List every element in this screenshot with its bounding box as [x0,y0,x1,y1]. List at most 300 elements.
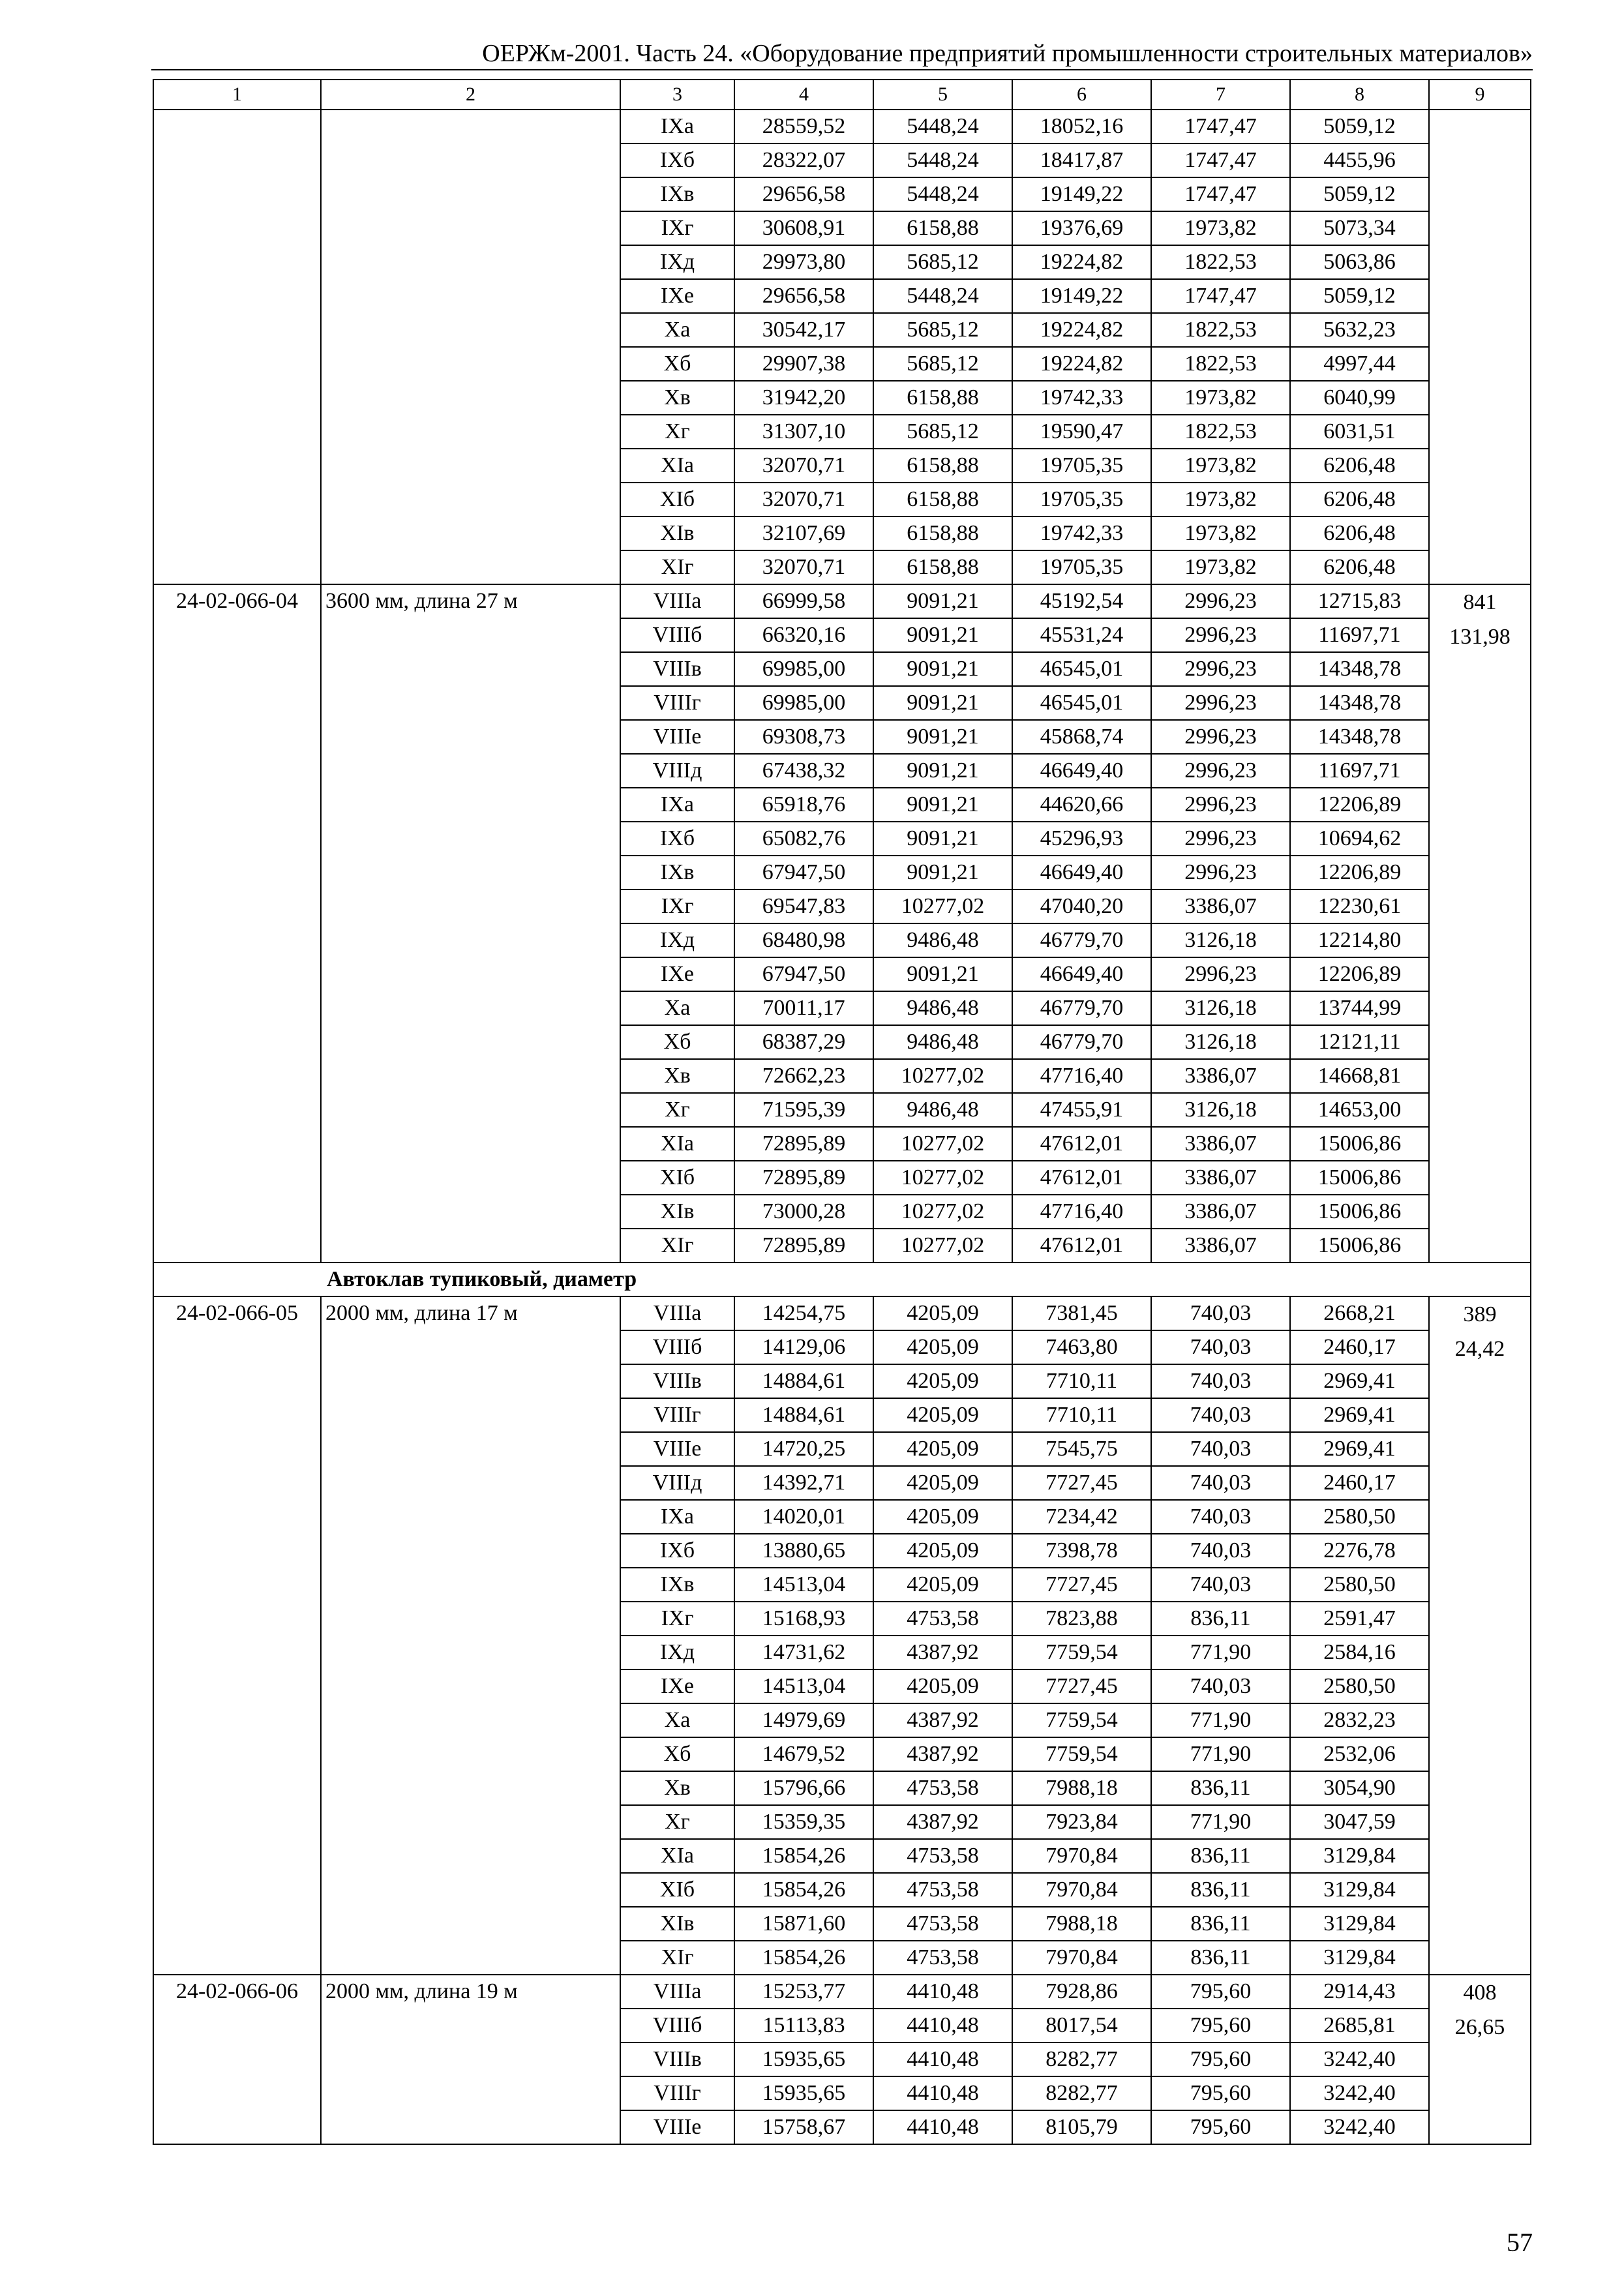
column-number: 9 [1429,80,1531,110]
value-cell: 8282,77 [1012,2076,1151,2110]
value-cell: 66999,58 [734,584,873,618]
value-cell: 7727,45 [1012,1466,1151,1500]
value-cell: 46545,01 [1012,686,1151,720]
value-cell: 28559,52 [734,110,873,143]
value-cell: 7727,45 [1012,1669,1151,1703]
value-cell: 1822,53 [1151,245,1290,279]
value-cell: 6206,48 [1290,449,1429,483]
value-cell: 3242,40 [1290,2076,1429,2110]
value-cell: 836,11 [1151,1771,1290,1805]
value-cell: 14679,52 [734,1737,873,1771]
value-cell: 4410,48 [873,2110,1012,2144]
value-cell: 66320,16 [734,618,873,652]
labor-cost-value: 389 [1463,1302,1497,1326]
value-cell: 19224,82 [1012,313,1151,347]
value-cell: 14653,00 [1290,1093,1429,1127]
value-cell: 1747,47 [1151,279,1290,313]
value-cell: 3129,84 [1290,1941,1429,1975]
value-cell: 14020,01 [734,1500,873,1534]
value-cell: 19742,33 [1012,516,1151,550]
value-cell: 11697,71 [1290,618,1429,652]
zone-cell: IXв [620,1568,734,1602]
zone-cell: XIа [620,449,734,483]
value-cell: 14348,78 [1290,720,1429,754]
value-cell: 2460,17 [1290,1466,1429,1500]
value-cell: 3386,07 [1151,1195,1290,1229]
value-cell: 10277,02 [873,1059,1012,1093]
section-title: Автоклав тупиковый, диаметр [153,1263,1531,1296]
value-cell: 9091,21 [873,618,1012,652]
value-cell: 3242,40 [1290,2042,1429,2076]
value-cell: 2584,16 [1290,1636,1429,1669]
zone-cell: IXд [620,923,734,957]
value-cell: 2580,50 [1290,1568,1429,1602]
value-cell: 2914,43 [1290,1975,1429,2009]
item-name: 3600 мм, длина 27 м [321,584,620,1263]
zone-cell: IXг [620,211,734,245]
value-cell: 15796,66 [734,1771,873,1805]
value-cell: 29907,38 [734,347,873,381]
value-cell: 7710,11 [1012,1364,1151,1398]
value-cell: 69985,00 [734,652,873,686]
value-cell: 4205,09 [873,1568,1012,1602]
zone-cell: XIв [620,1907,734,1941]
value-cell: 4205,09 [873,1534,1012,1568]
value-cell: 15935,65 [734,2076,873,2110]
value-cell: 6158,88 [873,483,1012,516]
value-cell: 15935,65 [734,2042,873,2076]
zone-cell: XIа [620,1839,734,1873]
value-cell: 2532,06 [1290,1737,1429,1771]
zone-cell: IXв [620,856,734,890]
value-cell: 2276,78 [1290,1534,1429,1568]
value-cell: 5448,24 [873,110,1012,143]
value-cell: 72662,23 [734,1059,873,1093]
column-number: 2 [321,80,620,110]
value-cell: 32070,71 [734,449,873,483]
value-cell: 9486,48 [873,1093,1012,1127]
value-cell: 3126,18 [1151,1093,1290,1127]
zone-cell: XIа [620,1127,734,1161]
zone-cell: Xг [620,415,734,449]
value-cell: 4387,92 [873,1703,1012,1737]
value-cell: 1973,82 [1151,550,1290,584]
value-cell: 5059,12 [1290,279,1429,313]
table-row [153,1975,1531,2009]
value-cell: 2996,23 [1151,686,1290,720]
value-cell: 30608,91 [734,211,873,245]
value-cell: 12214,80 [1290,923,1429,957]
value-cell: 7970,84 [1012,1941,1151,1975]
zone-cell: IXб [620,822,734,856]
value-cell: 67438,32 [734,754,873,788]
value-cell: 47612,01 [1012,1127,1151,1161]
zone-cell: Xа [620,991,734,1025]
value-cell: 31942,20 [734,381,873,415]
zone-cell: XIб [620,1161,734,1195]
value-cell: 7970,84 [1012,1839,1151,1873]
value-cell: 47716,40 [1012,1195,1151,1229]
zone-cell: VIIIв [620,2042,734,2076]
value-cell: 18052,16 [1012,110,1151,143]
value-cell: 795,60 [1151,2009,1290,2042]
value-cell: 15758,67 [734,2110,873,2144]
value-cell: 3054,90 [1290,1771,1429,1805]
value-cell: 46779,70 [1012,923,1151,957]
page-header-title: ОЕРЖм-2001. Часть 24. «Оборудование предприятий промышленности строительных материалов» [482,40,1533,67]
value-cell: 13744,99 [1290,991,1429,1025]
table-row [153,110,1531,143]
value-cell: 1747,47 [1151,110,1290,143]
value-cell: 9486,48 [873,1025,1012,1059]
value-cell: 15006,86 [1290,1161,1429,1195]
value-cell: 4410,48 [873,1975,1012,2009]
value-cell: 46779,70 [1012,1025,1151,1059]
labor-cost-value: 131,98 [1449,625,1511,649]
value-cell: 9091,21 [873,720,1012,754]
value-cell: 9486,48 [873,923,1012,957]
value-cell: 19149,22 [1012,177,1151,211]
value-cell: 2832,23 [1290,1703,1429,1737]
value-cell: 18417,87 [1012,143,1151,177]
value-cell: 46545,01 [1012,652,1151,686]
value-cell: 1822,53 [1151,347,1290,381]
value-cell: 3386,07 [1151,1229,1290,1263]
zone-cell: IXа [620,788,734,822]
value-cell: 15006,86 [1290,1229,1429,1263]
value-cell: 3129,84 [1290,1907,1429,1941]
zone-cell: Xб [620,347,734,381]
value-cell: 2580,50 [1290,1669,1429,1703]
value-cell: 1973,82 [1151,516,1290,550]
value-cell: 14731,62 [734,1636,873,1669]
value-cell: 19590,47 [1012,415,1151,449]
value-cell: 2969,41 [1290,1432,1429,1466]
value-cell: 6040,99 [1290,381,1429,415]
value-cell: 9091,21 [873,788,1012,822]
value-cell: 4205,09 [873,1296,1012,1330]
value-cell: 71595,39 [734,1093,873,1127]
zone-cell: VIIIе [620,720,734,754]
value-cell: 68480,98 [734,923,873,957]
value-cell: 28322,07 [734,143,873,177]
value-cell: 1747,47 [1151,177,1290,211]
value-cell: 740,03 [1151,1669,1290,1703]
value-cell: 3386,07 [1151,1127,1290,1161]
value-cell: 15168,93 [734,1602,873,1636]
zone-cell: VIIIг [620,1398,734,1432]
value-cell: 19705,35 [1012,483,1151,516]
value-cell: 7398,78 [1012,1534,1151,1568]
value-cell: 7823,88 [1012,1602,1151,1636]
value-cell: 45868,74 [1012,720,1151,754]
value-cell: 836,11 [1151,1907,1290,1941]
value-cell: 19149,22 [1012,279,1151,313]
value-cell: 12206,89 [1290,788,1429,822]
value-cell: 47612,01 [1012,1161,1151,1195]
table-row [153,584,1531,618]
value-cell: 19224,82 [1012,245,1151,279]
value-cell: 68387,29 [734,1025,873,1059]
value-cell: 14884,61 [734,1398,873,1432]
value-cell: 795,60 [1151,1975,1290,2009]
page-number: 57 [1507,2228,1533,2257]
value-cell: 4410,48 [873,2076,1012,2110]
zone-cell: XIг [620,1229,734,1263]
value-cell: 771,90 [1151,1636,1290,1669]
value-cell: 4205,09 [873,1466,1012,1500]
table-row [153,1296,1531,1330]
labor-cost-cell [1429,110,1531,584]
value-cell: 4753,58 [873,1907,1012,1941]
column-number: 4 [734,80,873,110]
zone-cell: XIв [620,516,734,550]
zone-cell: Xб [620,1025,734,1059]
value-cell: 6158,88 [873,550,1012,584]
value-cell: 4387,92 [873,1737,1012,1771]
value-cell: 740,03 [1151,1534,1290,1568]
value-cell: 19376,69 [1012,211,1151,245]
value-cell: 5448,24 [873,279,1012,313]
value-cell: 14348,78 [1290,652,1429,686]
zone-cell: IXб [620,1534,734,1568]
zone-cell: IXб [620,143,734,177]
value-cell: 3129,84 [1290,1873,1429,1907]
zone-cell: IXа [620,1500,734,1534]
value-cell: 5685,12 [873,347,1012,381]
value-cell: 72895,89 [734,1229,873,1263]
item-name: 2000 мм, длина 17 м [321,1296,620,1975]
page-header [151,38,1533,70]
value-cell: 2996,23 [1151,856,1290,890]
zone-cell: Xб [620,1737,734,1771]
zone-cell: IXв [620,177,734,211]
value-cell: 65918,76 [734,788,873,822]
value-cell: 2969,41 [1290,1364,1429,1398]
value-cell: 2996,23 [1151,720,1290,754]
value-cell: 10277,02 [873,1127,1012,1161]
value-cell: 7234,42 [1012,1500,1151,1534]
value-cell: 2668,21 [1290,1296,1429,1330]
value-cell: 6158,88 [873,516,1012,550]
value-cell: 5059,12 [1290,177,1429,211]
value-cell: 740,03 [1151,1364,1290,1398]
value-cell: 15359,35 [734,1805,873,1839]
value-cell: 5685,12 [873,245,1012,279]
zone-cell: VIIIб [620,618,734,652]
value-cell: 13880,65 [734,1534,873,1568]
zone-cell: VIIIг [620,686,734,720]
section-row [153,1263,1531,1296]
value-cell: 9091,21 [873,856,1012,890]
value-cell: 4997,44 [1290,347,1429,381]
value-cell: 65082,76 [734,822,873,856]
zone-cell: Xа [620,313,734,347]
zone-cell: IXг [620,890,734,923]
value-cell: 2591,47 [1290,1602,1429,1636]
value-cell: 9091,21 [873,686,1012,720]
zone-cell: VIIIв [620,1364,734,1398]
value-cell: 44620,66 [1012,788,1151,822]
value-cell: 740,03 [1151,1500,1290,1534]
column-number-row [153,80,1531,110]
value-cell: 15113,83 [734,2009,873,2042]
value-cell: 30542,17 [734,313,873,347]
value-cell: 9091,21 [873,822,1012,856]
value-cell: 2580,50 [1290,1500,1429,1534]
value-cell: 5448,24 [873,143,1012,177]
value-cell: 14513,04 [734,1669,873,1703]
zone-cell: IXе [620,957,734,991]
value-cell: 7970,84 [1012,1873,1151,1907]
value-cell: 3386,07 [1151,1161,1290,1195]
item-code [153,110,321,584]
value-cell: 3126,18 [1151,923,1290,957]
value-cell: 73000,28 [734,1195,873,1229]
value-cell: 7988,18 [1012,1907,1151,1941]
zone-cell: Xг [620,1805,734,1839]
value-cell: 72895,89 [734,1127,873,1161]
value-cell: 836,11 [1151,1873,1290,1907]
value-cell: 14884,61 [734,1364,873,1398]
value-cell: 3386,07 [1151,890,1290,923]
labor-cost-value: 24,42 [1454,1337,1505,1361]
value-cell: 1747,47 [1151,143,1290,177]
value-cell: 5073,34 [1290,211,1429,245]
value-cell: 1973,82 [1151,449,1290,483]
value-cell: 6031,51 [1290,415,1429,449]
value-cell: 29656,58 [734,279,873,313]
zone-cell: Xа [620,1703,734,1737]
value-cell: 15854,26 [734,1839,873,1873]
value-cell: 19705,35 [1012,550,1151,584]
zone-cell: XIг [620,1941,734,1975]
value-cell: 771,90 [1151,1805,1290,1839]
value-cell: 1822,53 [1151,313,1290,347]
value-cell: 4205,09 [873,1398,1012,1432]
value-cell: 47455,91 [1012,1093,1151,1127]
value-cell: 795,60 [1151,2110,1290,2144]
value-cell: 15253,77 [734,1975,873,2009]
value-cell: 3126,18 [1151,1025,1290,1059]
value-cell: 740,03 [1151,1296,1290,1330]
labor-cost-cell [1429,1975,1531,2144]
column-number: 6 [1012,80,1151,110]
value-cell: 14720,25 [734,1432,873,1466]
value-cell: 69985,00 [734,686,873,720]
zone-cell: IXд [620,245,734,279]
zone-cell: Xг [620,1093,734,1127]
column-number: 1 [153,80,321,110]
value-cell: 14348,78 [1290,686,1429,720]
value-cell: 4205,09 [873,1364,1012,1398]
value-cell: 3242,40 [1290,2110,1429,2144]
value-cell: 1822,53 [1151,415,1290,449]
value-cell: 29656,58 [734,177,873,211]
column-number: 7 [1151,80,1290,110]
value-cell: 771,90 [1151,1703,1290,1737]
value-cell: 4410,48 [873,2042,1012,2076]
value-cell: 2996,23 [1151,618,1290,652]
value-cell: 740,03 [1151,1466,1290,1500]
value-cell: 9091,21 [873,957,1012,991]
value-cell: 8282,77 [1012,2042,1151,2076]
value-cell: 45531,24 [1012,618,1151,652]
value-cell: 19705,35 [1012,449,1151,483]
value-cell: 14513,04 [734,1568,873,1602]
value-cell: 10277,02 [873,1229,1012,1263]
value-cell: 9486,48 [873,991,1012,1025]
value-cell: 7759,54 [1012,1737,1151,1771]
value-cell: 31307,10 [734,415,873,449]
value-cell: 4205,09 [873,1669,1012,1703]
value-cell: 10277,02 [873,890,1012,923]
value-cell: 7463,80 [1012,1330,1151,1364]
zone-cell: VIIIа [620,1296,734,1330]
value-cell: 46649,40 [1012,856,1151,890]
value-cell: 5063,86 [1290,245,1429,279]
value-cell: 795,60 [1151,2042,1290,2076]
value-cell: 740,03 [1151,1398,1290,1432]
value-cell: 67947,50 [734,856,873,890]
value-cell: 7928,86 [1012,1975,1151,2009]
value-cell: 2996,23 [1151,788,1290,822]
value-cell: 3386,07 [1151,1059,1290,1093]
zone-cell: VIIIе [620,1432,734,1466]
value-cell: 4205,09 [873,1330,1012,1364]
value-cell: 1973,82 [1151,211,1290,245]
value-cell: 5685,12 [873,313,1012,347]
value-cell: 10694,62 [1290,822,1429,856]
value-cell: 10277,02 [873,1195,1012,1229]
zone-cell: VIIIв [620,652,734,686]
value-cell: 9091,21 [873,754,1012,788]
value-cell: 70011,17 [734,991,873,1025]
value-cell: 2996,23 [1151,652,1290,686]
value-cell: 15854,26 [734,1941,873,1975]
value-cell: 12230,61 [1290,890,1429,923]
value-cell: 15006,86 [1290,1195,1429,1229]
zone-cell: IXе [620,1669,734,1703]
value-cell: 19224,82 [1012,347,1151,381]
value-cell: 3047,59 [1290,1805,1429,1839]
value-cell: 19742,33 [1012,381,1151,415]
value-cell: 740,03 [1151,1432,1290,1466]
value-cell: 29973,80 [734,245,873,279]
value-cell: 32107,69 [734,516,873,550]
zone-cell: IXг [620,1602,734,1636]
value-cell: 4205,09 [873,1500,1012,1534]
value-cell: 8105,79 [1012,2110,1151,2144]
value-cell: 47612,01 [1012,1229,1151,1263]
value-cell: 72895,89 [734,1161,873,1195]
zone-cell: VIIIд [620,754,734,788]
value-cell: 7759,54 [1012,1636,1151,1669]
value-cell: 46649,40 [1012,754,1151,788]
value-cell: 32070,71 [734,483,873,516]
value-cell: 5448,24 [873,177,1012,211]
value-cell: 3129,84 [1290,1839,1429,1873]
value-cell: 7710,11 [1012,1398,1151,1432]
value-cell: 12206,89 [1290,957,1429,991]
value-cell: 2996,23 [1151,584,1290,618]
zone-cell: XIг [620,550,734,584]
value-cell: 45192,54 [1012,584,1151,618]
column-number: 3 [620,80,734,110]
zone-cell: Xв [620,1059,734,1093]
zone-cell: XIв [620,1195,734,1229]
value-cell: 4205,09 [873,1432,1012,1466]
